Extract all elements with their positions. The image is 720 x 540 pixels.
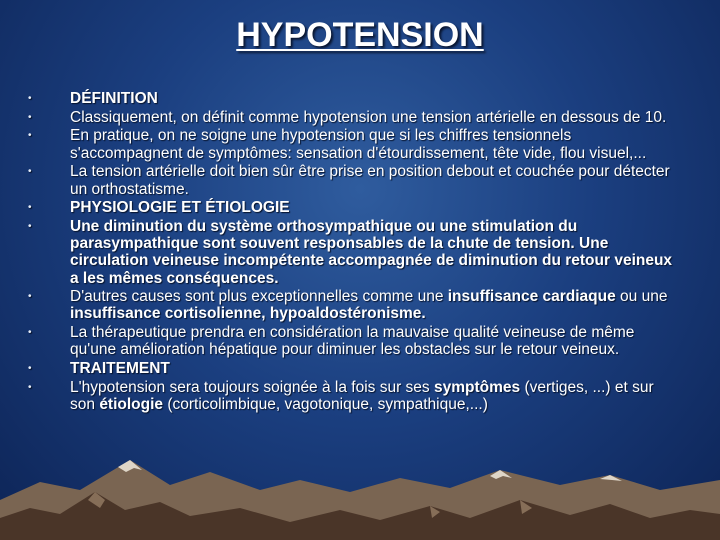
bullet-dot-icon: • xyxy=(28,93,32,104)
bullet-text-bold: insuffisance cortisolienne, hypoaldostéronisme. xyxy=(70,305,426,323)
bullet-item xyxy=(28,90,682,107)
bullet-dot-icon: • xyxy=(28,363,32,375)
bullet-text-bold: TRAITEMENT xyxy=(70,360,170,378)
bullet-dot-icon: • xyxy=(28,327,32,339)
bullet-dot-icon: • xyxy=(28,202,32,214)
bullet-dot-icon: • xyxy=(28,111,32,123)
bullet-item xyxy=(28,109,682,126)
bullet-text-bold: Une diminution du système orthosympathique ou une stimulation du parasympathique sont souvent responsables de la chute de tension. Une circulation veineuse incompétente accompagnée de diminution du retour veineux a les mêmes conséquences. xyxy=(70,217,673,287)
bullet-dot-icon: • xyxy=(28,130,32,142)
bullet-item xyxy=(28,218,682,287)
bullet-text-bold: insuffisance cardiaque xyxy=(447,288,616,306)
bullet-item xyxy=(28,199,682,216)
bullet-text-bold: étiologie xyxy=(99,395,164,413)
bullet-item xyxy=(28,127,682,161)
bullet-item xyxy=(28,163,682,197)
bullet-text-bold: DÉFINITION xyxy=(70,90,158,107)
bullet-text-bold: symptômes xyxy=(433,378,521,396)
bullet-item xyxy=(28,288,682,322)
bullet-text: (corticolimbique, vagotonique, sympathique,...) xyxy=(163,395,488,413)
mountain-background-decoration xyxy=(0,430,720,540)
bullet-item xyxy=(28,379,682,413)
bullet-dot-icon: • xyxy=(28,381,32,393)
bullet-item xyxy=(28,324,682,358)
bullet-text: En pratique, on ne soigne une hypotension que si les chiffres tensionnels s'accompagnent de symptômes: sensation d'étourdissement, tête vide, flou visuel,... xyxy=(70,127,647,162)
bullet-item xyxy=(28,360,682,377)
bullet-text-bold: PHYSIOLOGIE ET ÉTIOLOGIE xyxy=(70,199,290,217)
bullet-text: ou une xyxy=(615,288,668,306)
bullet-list xyxy=(28,90,682,415)
bullet-dot-icon: • xyxy=(28,291,32,303)
bullet-dot-icon: • xyxy=(28,220,32,232)
bullet-text: (vertiges, ...) et sur son xyxy=(70,378,654,413)
bullet-text: L'hypotension sera toujours soignée à la fois sur ses xyxy=(70,378,434,396)
bullet-text: La tension artérielle doit bien sûr être prise en position debout et couchée pour détecter un orthostatisme. xyxy=(70,163,670,198)
bullet-text: La thérapeutique prendra en considération la mauvaise qualité veineuse de même qu'une amélioration hépatique pour diminuer les obstacles sur le retour veineux. xyxy=(70,324,635,359)
slide-title: HYPOTENSION xyxy=(236,16,484,54)
bullet-dot-icon: • xyxy=(28,166,32,178)
bullet-text: D'autres causes sont plus exceptionnelles comme une xyxy=(70,288,448,306)
bullet-text: Classiquement, on définit comme hypotension une tension artérielle en dessous de 10. xyxy=(70,108,667,126)
